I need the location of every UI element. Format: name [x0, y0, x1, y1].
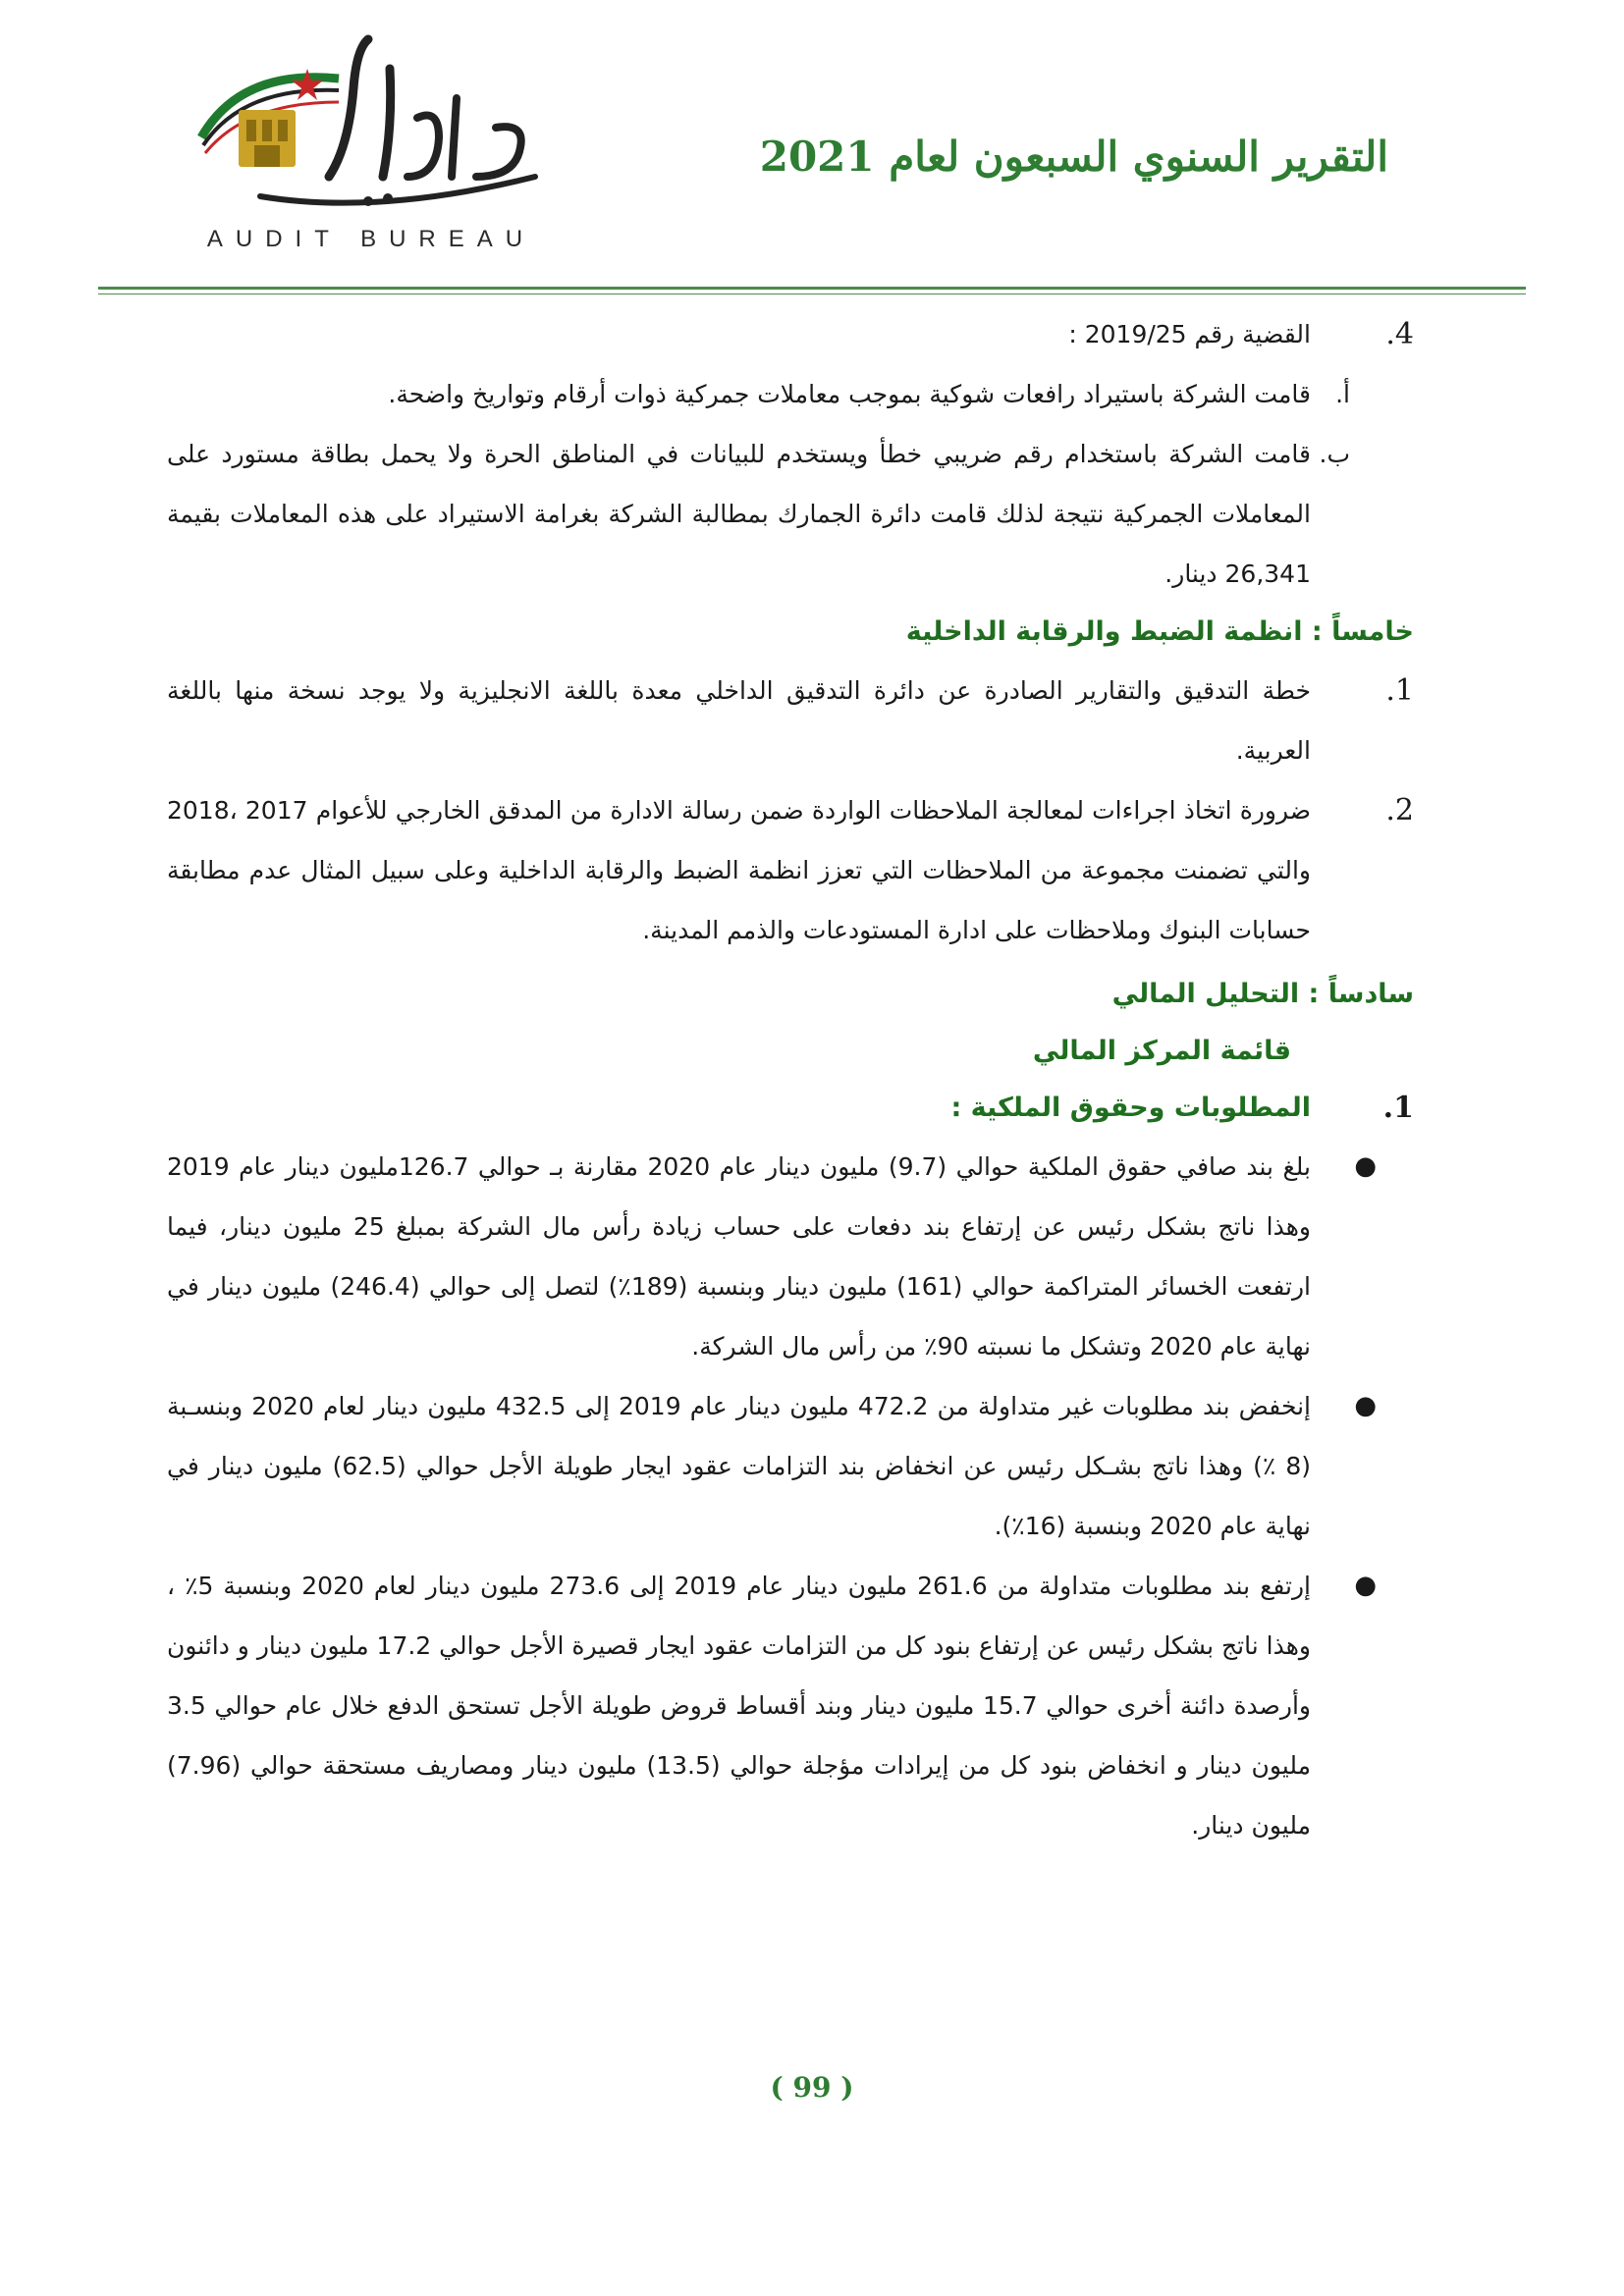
case-item-letter: أ. [1335, 380, 1350, 408]
logo-text-english: AUDIT BUREAU [206, 226, 536, 252]
page-content [167, 304, 1414, 1855]
section-six-title: سادساً : التحليل المالي [1111, 979, 1414, 1009]
analysis-bullet [167, 1376, 1414, 1556]
financial-position-subtitle: قائمة المركز المالي [1032, 1036, 1291, 1066]
item-number: 2. [1385, 793, 1414, 828]
analysis-bullet [167, 1556, 1414, 1855]
case-heading [167, 304, 1414, 364]
case-item [167, 364, 1414, 424]
bullet-text: إنخفض بند مطلوبات غير متداولة من 472.2 مليون دينار عام 2019 إلى 432.5 مليون دينار لعام 2020 وبنسـبة (8 ٪) وهذا ناتج بشـكل رئيس عن انخفاض بند التزامات عقود ايجار طويلة الأجل حوالي (62.5) مليون دينار في نهاية عام 2020 وبنسبة (16٪). [167, 1392, 1311, 1540]
analysis-bullet [167, 1137, 1414, 1376]
case-item-text: قامت الشركة باستيراد رافعات شوكية بموجب معاملات جمركية ذوات أرقام وتواريخ واضحة. [388, 380, 1311, 408]
case-title: القضية رقم 2019/25 : [1068, 320, 1311, 348]
case-item-text: قامت الشركة باستخدام رقم ضريبي خطأ ويستخدم للبيانات في المناطق الحرة ولا يحمل بطاقة مستورد على المعاملات الجمركية نتيجة لذلك قامت دائرة الجمارك بمطالبة الشركة بغرامة الاستيراد على هذه المعاملات بقيمة 26,341 دينار. [167, 440, 1311, 588]
case-number: 4. [1385, 317, 1414, 351]
case-item-letter: ب. [1319, 440, 1350, 468]
bullet-icon: ● [1354, 1391, 1377, 1420]
liabilities-equity-heading [167, 1080, 1414, 1137]
item-text: خطة التدقيق والتقارير الصادرة عن دائرة التدقيق الداخلي معدة باللغة الانجليزية ولا يوجد نسخة منها باللغة العربية. [167, 676, 1311, 765]
audit-bureau-logo [182, 29, 555, 255]
report-title: التقرير السنوي السبعون لعام 2021 [759, 133, 1388, 181]
section-five-title: خامساً : انظمة الضبط والرقابة الداخلية [905, 616, 1414, 647]
page-header [0, 0, 1624, 294]
page-number: ( 99 ) [770, 2071, 854, 2104]
bullet-text: بلغ بند صافي حقوق الملكية حوالي (9.7) مليون دينار عام 2020 مقارنة بـ حوالي 126.7مليون دينار عام 2019 وهذا ناتج بشكل رئيس عن إرتفاع بند دفعات على حساب زيادة رأس مال الشركة بمبلغ 25 مليون دينار، فيما ارتفعت الخسائر المتراكمة حوالي (161) مليون دينار وبنسبة (189٪) لتصل إلى حوالي (246.4) مليون دينار في نهاية عام 2020 وتشكل ما نسبته 90٪ من رأس مال الشركة. [167, 1152, 1311, 1361]
section-five-item [167, 661, 1414, 780]
case-item [167, 424, 1414, 604]
bullet-icon: ● [1354, 1571, 1377, 1600]
liabilities-item-number: 1. [1382, 1091, 1414, 1125]
bullet-text: إرتفع بند مطلوبات متداولة من 261.6 مليون دينار عام 2019 إلى 273.6 مليون دينار لعام 2020 وبنسبة 5٪ ، وهذا ناتج بشكل رئيس عن إرتفاع بنود كل من التزامات عقود ايجار قصيرة الأجل حوالي 17.2 مليون دينار و دائنون وأرصدة دائنة أخرى حوالي 15.7 مليون دينار وبند أقساط قروض طويلة الأجل تستحق الدفع خلال عام حوالي 3.5 مليون دينار و انخفاض بنود كل من إيرادات مؤجلة حوالي (13.5) مليون دينار ومصاريف مستحقة حوالي (7.96) مليون دينار. [167, 1572, 1311, 1840]
logo-emblem [182, 29, 555, 236]
item-text: ضرورة اتخاذ اجراءات لمعالجة الملاحظات الواردة ضمن رسالة الادارة من المدقق الخارجي للأعوام 2017 ،2018 والتي تضمنت مجموعة من الملاحظات التي تعزز انظمة الضبط والرقابة الداخلية وعلى سبيل المثال عدم مطابقة حسابات البنوك وملاحظات على ادارة المستودعات والذمم المدينة. [167, 796, 1311, 944]
item-number: 1. [1385, 673, 1414, 708]
header-divider [98, 287, 1526, 290]
bullet-icon: ● [1354, 1151, 1377, 1181]
liabilities-item-title: المطلوبات وحقوق الملكية : [950, 1093, 1311, 1123]
section-five-item [167, 780, 1414, 960]
